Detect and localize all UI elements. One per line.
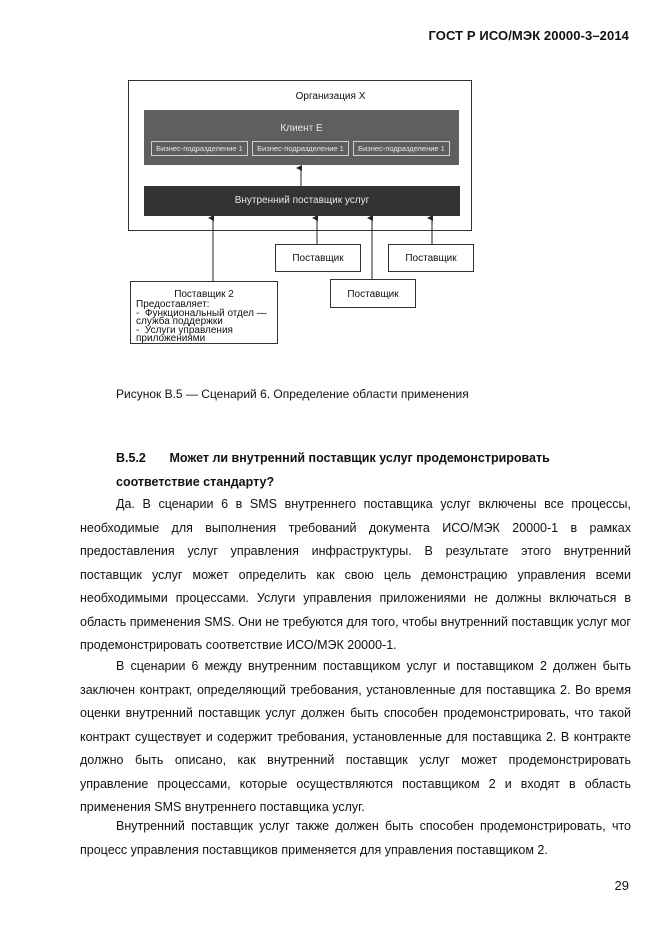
supplier-box: Поставщик (275, 244, 361, 272)
internal-provider-box: Внутренний поставщик услуг (144, 186, 460, 216)
supplier-2-title: Поставщик 2 (174, 289, 234, 300)
supplier-2-description: Предоставляет: - Функциональный отдел — служба поддержки - Услуги управления приложениями (136, 299, 267, 344)
supplier-box: Поставщик (388, 244, 474, 272)
section-heading (116, 446, 631, 494)
paragraph: Да. В сценарии 6 в SMS внутреннего поставщика услуг включены все процессы, необходимые для выполнения требований документа ИСО/МЭК 20000-1 в рамках предоставления услуг управления инфраструктуры. В результате этого внутренний поставщик услуг может определить как свою цель демонстрацию управления всеми необходимыми процессами. Услуги управления приложениями не должны включаться в область применения SMS. Они не требуются для того, чтобы внутренний поставщик услуг мог продемонстрировать соответствие ИСО/МЭК 20000-1. (80, 497, 631, 652)
business-unit-box: Бизнес-подразделение 1 (353, 141, 450, 156)
scope-diagram (0, 0, 661, 360)
business-unit-box: Бизнес-подразделение 1 (252, 141, 349, 156)
document-header: ГОСТ Р ИСО/МЭК 20000-3–2014 (428, 28, 629, 43)
organization-label: Организация X (295, 91, 366, 102)
supplier-2-box (130, 281, 278, 344)
paragraph: Внутренний поставщик услуг также должен быть способен продемонстрировать, что процесс управления поставщиков применяется для управления поставщиком 2. (80, 819, 631, 857)
business-unit-box: Бизнес-подразделение 1 (151, 141, 248, 156)
section-number: В.5.2 (116, 451, 146, 465)
figure-caption: Рисунок В.5 — Сценарий 6. Определение области применения (116, 387, 469, 401)
section-title: Может ли внутренний поставщик услуг продемонстрировать соответствие стандарту? (116, 451, 550, 489)
supplier-box: Поставщик (330, 279, 416, 308)
page-number: 29 (614, 878, 629, 893)
client-label: Клиент E (280, 123, 323, 134)
paragraph: В сценарии 6 между внутренним поставщиком услуг и поставщиком 2 должен быть заключен контракт, определяющий требования, установленные для поставщика 2. Во время оценки внутренний поставщик услуг должен быть способен продемонстрировать, что такой контракт существует и содержит требования, установленные для поставщика 2. В контракте должно быть описано, как внутренний поставщик услуг может продемонстрировать управление процессами, которые осуществляются поставщиком 2 и входят в область применения SMS внутреннего поставщика услуг. (80, 659, 631, 814)
